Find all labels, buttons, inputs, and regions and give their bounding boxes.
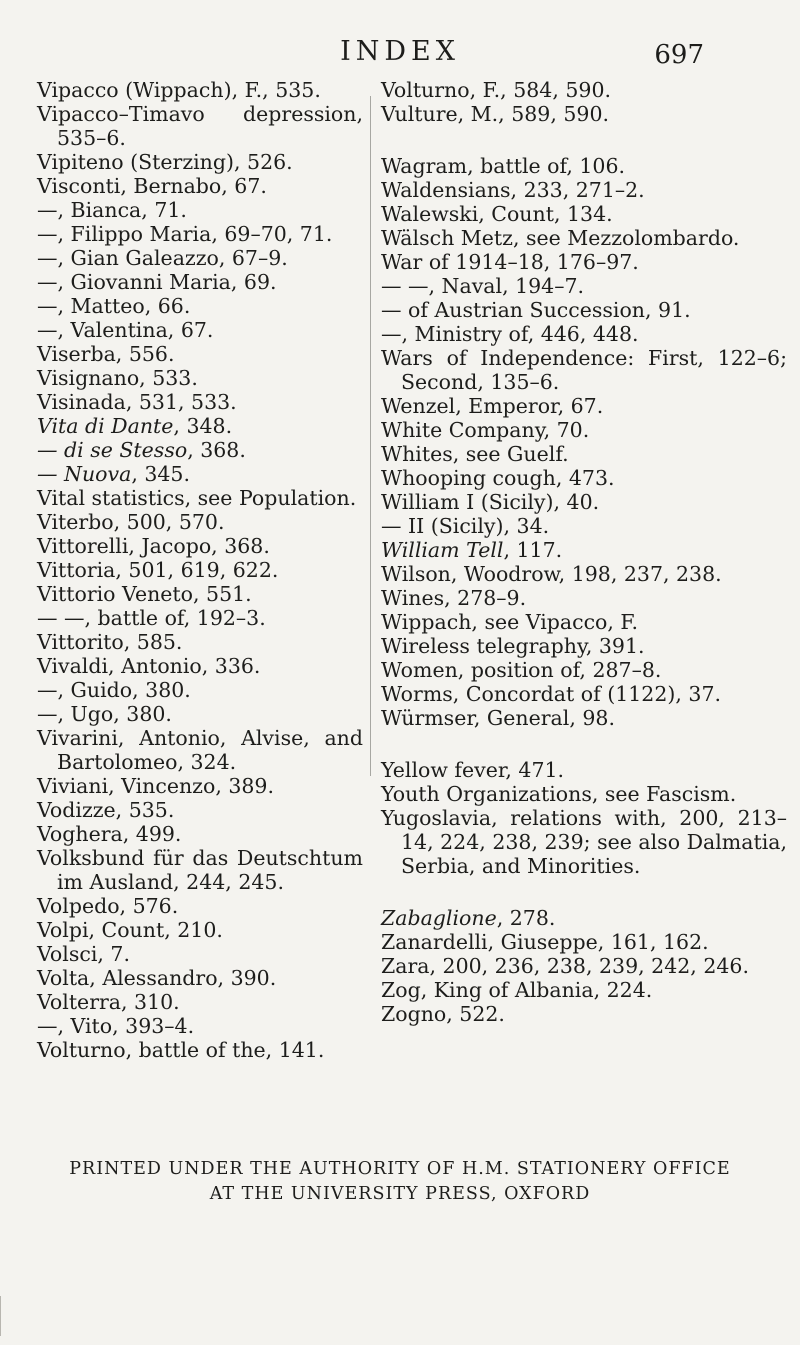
index-entry: —, Filippo Maria, 69–70, 71. xyxy=(37,222,333,246)
index-entry: Visignano, 533. xyxy=(37,366,198,390)
index-entry: Zara, 200, 236, 238, 239, 242, 246. xyxy=(381,954,749,978)
letter-group-gap xyxy=(381,878,787,906)
index-entry: Volsci, 7. xyxy=(37,942,130,966)
index-entry: Yugoslavia, relations with, 200, 213–14, 224, 238, 239; see also Dalmatia, Serbia, and Minorities. xyxy=(381,806,787,878)
index-entry: Voghera, 499. xyxy=(37,822,182,846)
page-header xyxy=(0,36,800,76)
index-entry: Visconti, Bernabo, 67. xyxy=(37,174,267,198)
index-entry: Wagram, battle of, 106. xyxy=(381,154,626,178)
index-entry: Worms, Concordat of (1122), 37. xyxy=(381,682,722,706)
index-entry: William Tell, 117. xyxy=(381,538,563,562)
index-entry: —, Guido, 380. xyxy=(37,678,191,702)
index-entry: Volterra, 310. xyxy=(37,990,180,1014)
page-number: 697 xyxy=(654,40,704,70)
index-entry: — di se Stesso, 368. xyxy=(37,438,246,462)
index-entry: —, Valentina, 67. xyxy=(37,318,214,342)
index-entry: Vivarini, Antonio, Alvise, and Bartolomeo, 324. xyxy=(37,726,363,774)
index-entry: White Company, 70. xyxy=(381,418,590,442)
left-index-column xyxy=(37,78,363,1062)
index-entry: Vivaldi, Antonio, 336. xyxy=(37,654,261,678)
index-entry: Würmser, General, 98. xyxy=(381,706,615,730)
index-entry: Vipiteno (Sterzing), 526. xyxy=(37,150,293,174)
index-entry: Viviani, Vincenzo, 389. xyxy=(37,774,274,798)
printer-imprint xyxy=(0,1157,800,1207)
index-entry: Wireless telegraphy, 391. xyxy=(381,634,645,658)
index-entry: Volturno, F., 584, 590. xyxy=(381,78,612,102)
index-entry: Vipacco–Timavo depression, 535–6. xyxy=(37,102,363,150)
index-entry: Waldensians, 233, 271–2. xyxy=(381,178,645,202)
index-entry: Wines, 278–9. xyxy=(381,586,527,610)
index-entry: —, Bianca, 71. xyxy=(37,198,187,222)
index-entry: Vulture, M., 589, 590. xyxy=(381,102,610,126)
index-entry: Whites, see Guelf. xyxy=(381,442,569,466)
imprint-line-1: PRINTED UNDER THE AUTHORITY OF H.M. STATIONERY OFFICE xyxy=(69,1159,731,1179)
imprint-line-2: AT THE UNIVERSITY PRESS, OXFORD xyxy=(209,1184,591,1204)
index-entry: Wars of Independence: First, 122–6; Second, 135–6. xyxy=(381,346,787,394)
index-entry: Volturno, battle of the, 141. xyxy=(37,1038,325,1062)
index-entry: — of Austrian Succession, 91. xyxy=(381,298,691,322)
index-entry: — II (Sicily), 34. xyxy=(381,514,550,538)
index-entry: Viserba, 556. xyxy=(37,342,175,366)
index-entry: Vital statistics, see Population. xyxy=(37,486,357,510)
index-entry: — Nuova, 345. xyxy=(37,462,190,486)
letter-group-gap xyxy=(381,126,787,154)
index-entry: Volta, Alessandro, 390. xyxy=(37,966,277,990)
index-entry: Whooping cough, 473. xyxy=(381,466,615,490)
index-entry: War of 1914–18, 176–97. xyxy=(381,250,639,274)
index-entry: Vittorito, 585. xyxy=(37,630,183,654)
index-entry: Viterbo, 500, 570. xyxy=(37,510,225,534)
index-entry: Vittoria, 501, 619, 622. xyxy=(37,558,279,582)
index-entry: Vita di Dante, 348. xyxy=(37,414,233,438)
index-entry: Volpi, Count, 210. xyxy=(37,918,223,942)
index-entry: —, Gian Galeazzo, 67–9. xyxy=(37,246,288,270)
index-entry: Wälsch Metz, see Mezzolombardo. xyxy=(381,226,740,250)
page-edge-mark xyxy=(0,1296,7,1336)
index-entry: Zog, King of Albania, 224. xyxy=(381,978,653,1002)
index-entry: Zogno, 522. xyxy=(381,1002,505,1026)
index-entry: —, Ministry of, 446, 448. xyxy=(381,322,639,346)
index-entry: —, Matteo, 66. xyxy=(37,294,191,318)
index-entry: Zanardelli, Giuseppe, 161, 162. xyxy=(381,930,709,954)
index-entry: —, Vito, 393–4. xyxy=(37,1014,195,1038)
index-entry: Wippach, see Vipacco, F. xyxy=(381,610,638,634)
index-entry: Visinada, 531, 533. xyxy=(37,390,237,414)
index-entry: Vittorio Veneto, 551. xyxy=(37,582,252,606)
page-title: INDEX xyxy=(340,36,460,67)
index-entry: William I (Sicily), 40. xyxy=(381,490,600,514)
index-entry: Volksbund für das Deutschtum im Ausland, 244, 245. xyxy=(37,846,363,894)
index-entry: — —, battle of, 192–3. xyxy=(37,606,266,630)
index-entry: — —, Naval, 194–7. xyxy=(381,274,585,298)
index-entry: —, Ugo, 380. xyxy=(37,702,172,726)
index-entry: Zabaglione, 278. xyxy=(381,906,556,930)
index-entry: Wilson, Woodrow, 198, 237, 238. xyxy=(381,562,722,586)
index-entry: Vipacco (Wippach), F., 535. xyxy=(37,78,321,102)
letter-group-gap xyxy=(381,730,787,758)
column-divider xyxy=(370,96,371,776)
index-entry: Wenzel, Emperor, 67. xyxy=(381,394,604,418)
index-entry: Walewski, Count, 134. xyxy=(381,202,613,226)
index-entry: Youth Organizations, see Fascism. xyxy=(381,782,737,806)
right-index-column xyxy=(381,78,787,1026)
index-entry: Women, position of, 287–8. xyxy=(381,658,662,682)
index-entry: —, Giovanni Maria, 69. xyxy=(37,270,277,294)
index-entry: Yellow fever, 471. xyxy=(381,758,565,782)
index-entry: Volpedo, 576. xyxy=(37,894,179,918)
index-entry: Vittorelli, Jacopo, 368. xyxy=(37,534,270,558)
index-entry: Vodizze, 535. xyxy=(37,798,175,822)
